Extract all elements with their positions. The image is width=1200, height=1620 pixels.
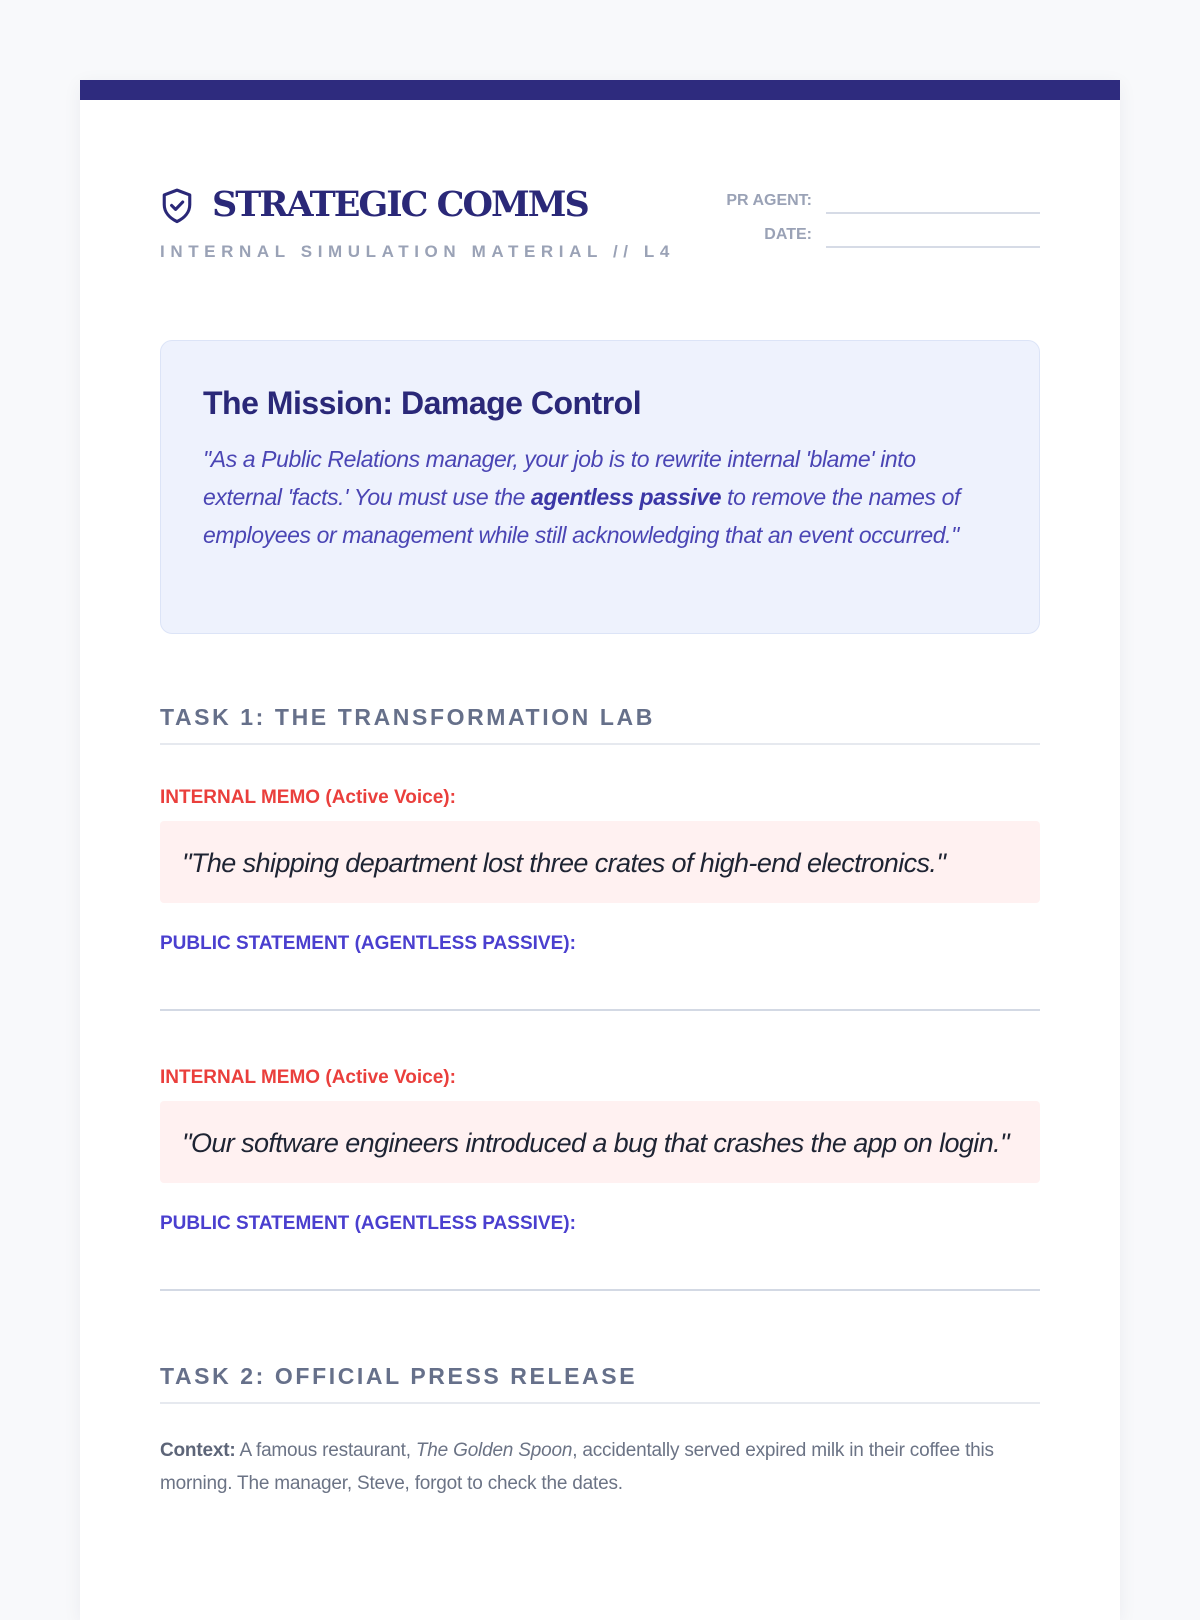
mission-text-after: to remove the names of employees or management while still acknowledging that an event occurred." [203,484,960,548]
memo-label: INTERNAL MEMO (Active Voice): [160,787,456,808]
mission-text-before: "As a Public Relations manager, your job is to rewrite internal 'blame' into external 'facts.' You must use the [203,446,916,510]
top-accent-bar [80,80,1120,100]
answer-line[interactable] [160,1009,1040,1011]
context-lead: Context: [160,1440,236,1461]
memo-quote: "Our software engineers introduced a bug that crashes the app on login." [160,1101,1040,1183]
task2-context [160,1434,1040,1500]
header [160,100,1040,340]
mission-title: The Mission: Damage Control [203,385,642,421]
transformation-item [160,1067,1040,1291]
mission-keyword: agentless passive [531,484,722,510]
restaurant-name: The Golden Spoon [415,1440,573,1461]
context-before: A famous restaurant, [235,1440,416,1461]
header-fields [710,180,1040,248]
memo-quote: "The shipping department lost three crates of high-end electronics." [160,821,1040,903]
agent-field-row [710,180,1040,214]
date-field-row [710,214,1040,248]
date-label: DATE: [764,226,812,243]
transformation-item [160,787,1040,1011]
shield-check-icon [160,187,194,225]
public-statement-label: PUBLIC STATEMENT (AGENTLESS PASSIVE): [160,933,576,954]
brand-subtitle: INTERNAL SIMULATION MATERIAL // L4 [160,242,675,261]
worksheet-page [80,80,1120,1620]
date-input-line[interactable] [826,224,1040,248]
brand-title: STRATEGIC COMMS [212,184,588,225]
brand [160,184,588,225]
task2-heading: TASK 2: OFFICIAL PRESS RELEASE [160,1363,1040,1404]
answer-line[interactable] [160,1289,1040,1291]
task1-heading: TASK 1: THE TRANSFORMATION LAB [160,704,1040,745]
context-after: , accidentally served expired milk in their coffee this morning. The manager, Steve, forgot to check the dates. [160,1440,994,1494]
mission-text [203,440,999,554]
agent-input-line[interactable] [826,190,1040,214]
worksheet-content [160,100,1040,1500]
public-statement-label: PUBLIC STATEMENT (AGENTLESS PASSIVE): [160,1213,576,1234]
memo-label: INTERNAL MEMO (Active Voice): [160,1067,456,1088]
agent-label: PR AGENT: [726,192,812,209]
mission-box [160,340,1040,634]
